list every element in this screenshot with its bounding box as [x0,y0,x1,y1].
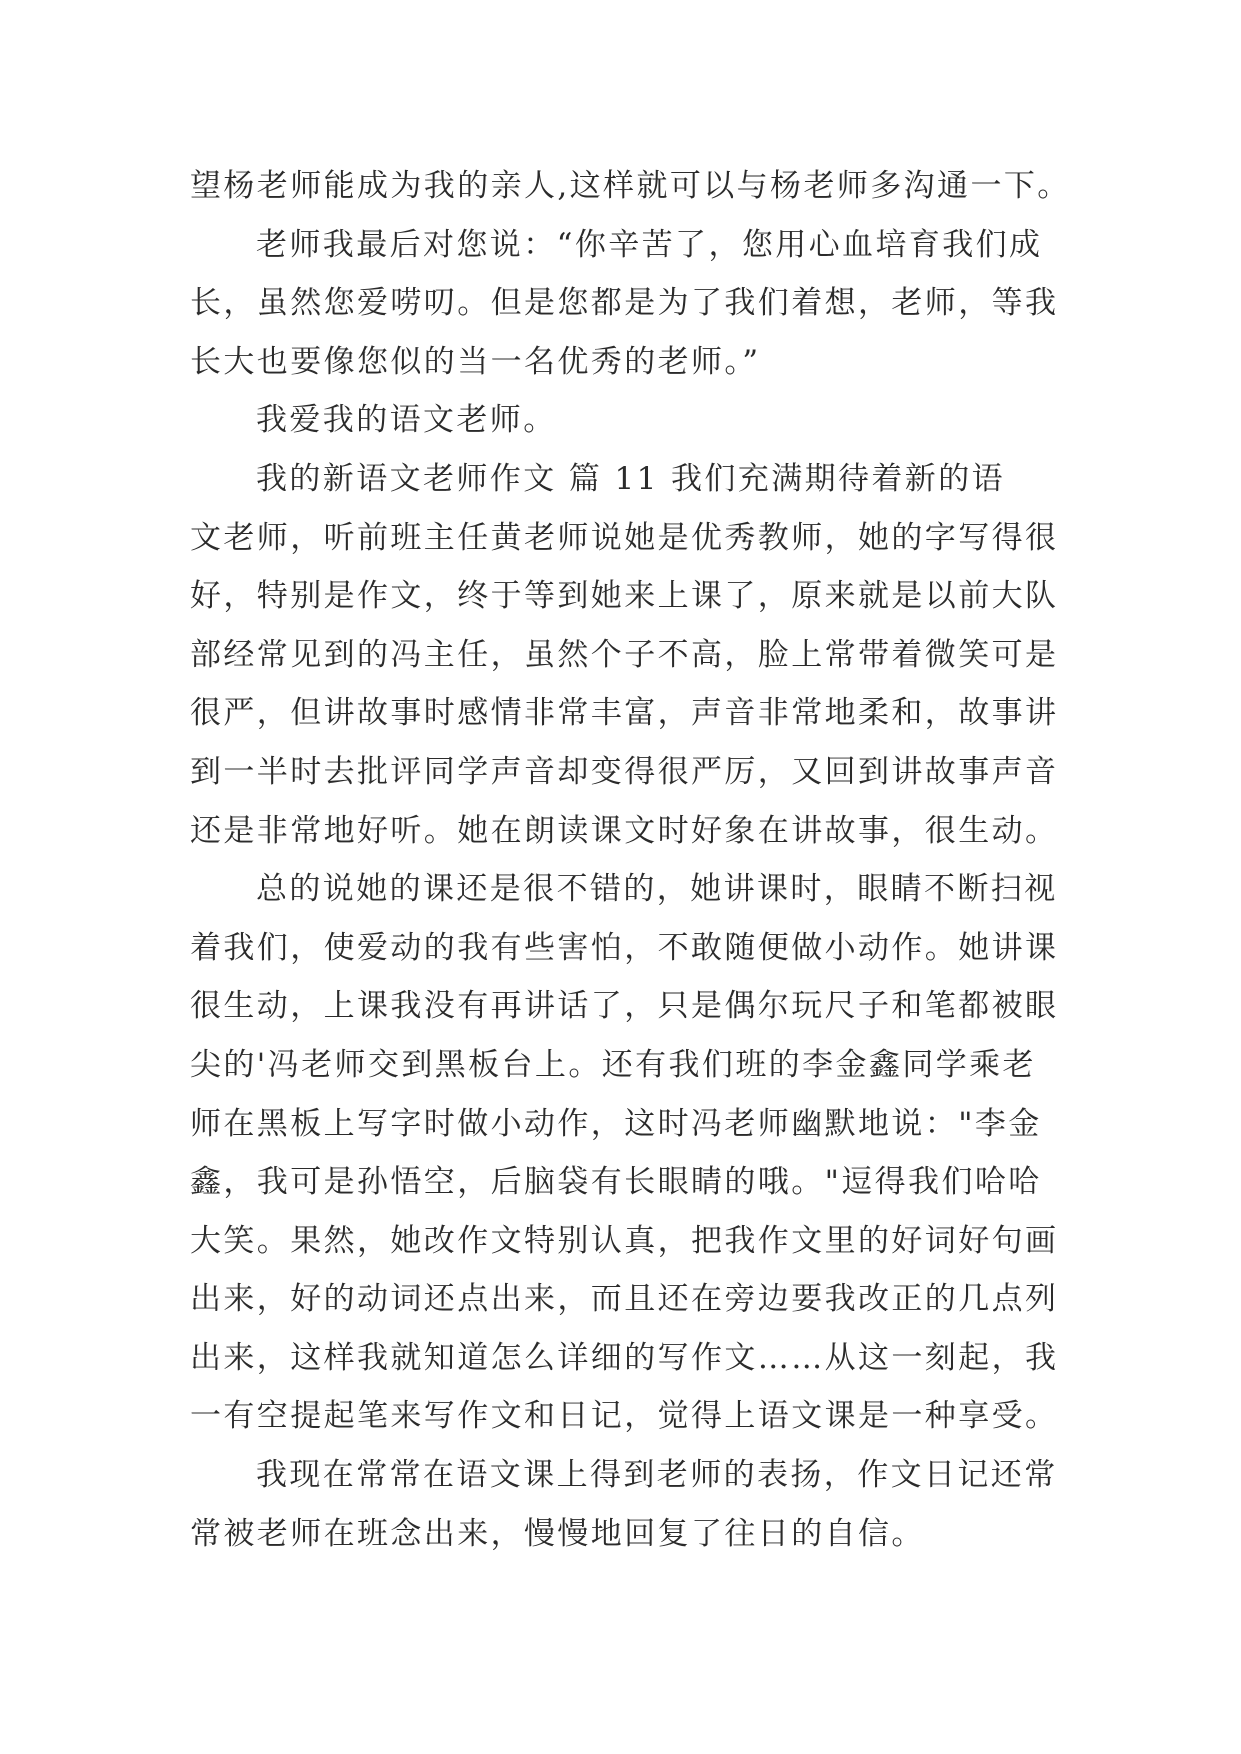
text-line: 常被老师在班念出来，慢慢地回复了往日的自信。 [190,1515,925,1552]
text-line: 我现在常常在语文课上得到老师的表扬，作文日记还常 [256,1457,1058,1494]
text-line: 着我们，使爱动的我有些害怕，不敢随便做小动作。她讲课 [190,929,1059,966]
text-line: 出来，这样我就知道怎么详细的写作文……从这一刻起，我 [190,1339,1059,1376]
text-line: 一有空提起笔来写作文和日记，觉得上语文课是一种享受。 [190,1398,1059,1435]
essay-body [190,157,1070,1563]
text-line: 师在黑板上写字时做小动作，这时冯老师幽默地说："李金 [190,1105,1042,1142]
text-line: 很生动，上课我没有再讲话了，只是偶尔玩尺子和笔都被眼 [190,988,1059,1025]
text-line: 长，虽然您爱唠叨。但是您都是为了我们着想，老师，等我 [190,285,1059,322]
text-line: 长大也要像您似的当一名优秀的老师。” [190,343,761,380]
text-line: 尖的'冯老师交到黑板台上。还有我们班的李金鑫同学乘老 [190,1046,1036,1083]
text-line: 还是非常地好听。她在朗读课文时好象在讲故事，很生动。 [190,812,1059,849]
text-line: 大笑。果然，她改作文特别认真，把我作文里的好词好句画 [190,1222,1059,1259]
text-line: 部经常见到的冯主任，虽然个子不高，脸上常带着微笑可是 [190,636,1059,673]
text-line: 我的新语文老师作文 篇 11 我们充满期待着新的语 [256,460,1006,497]
text-line: 鑫，我可是孙悟空，后脑袋有长眼睛的哦。"逗得我们哈哈 [190,1164,1042,1201]
text-line: 总的说她的课还是很不错的，她讲课时，眼睛不断扫视 [256,871,1058,908]
text-line: 出来，好的动词还点出来，而且还在旁边要我改正的几点列 [190,1281,1059,1318]
text-line: 我爱我的语文老师。 [256,402,557,439]
text-line: 很严，但讲故事时感情非常丰富，声音非常地柔和，故事讲 [190,695,1059,732]
text-line: 老师我最后对您说：“你辛苦了，您用心血培育我们成 [256,226,1043,263]
text-line: 文老师，听前班主任黄老师说她是优秀教师，她的字写得很 [190,519,1059,556]
text-line: 到一半时去批评同学声音却变得很严厉，又回到讲故事声音 [190,753,1059,790]
text-line: 好，特别是作文，终于等到她来上课了，原来就是以前大队 [190,578,1059,615]
text-line: 望杨老师能成为我的亲人,这样就可以与杨老师多沟通一下。 [190,168,1071,204]
